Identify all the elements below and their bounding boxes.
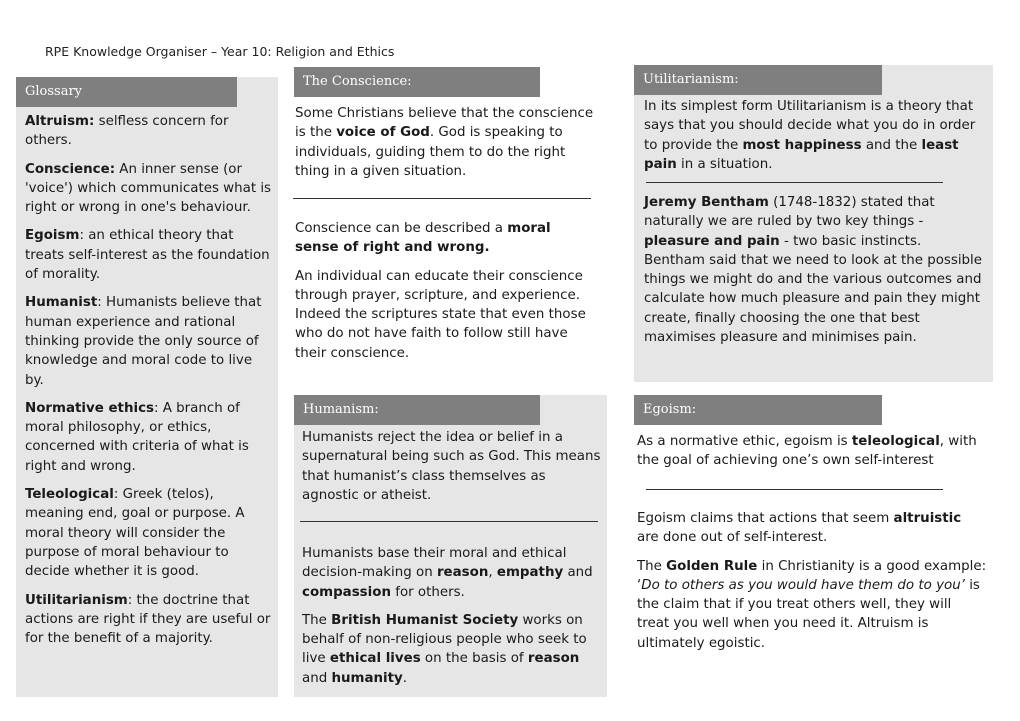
conscience-para-1: Some Christians believe that the conscience is the voice of God. God is speaking to individuals, guiding them to do the right thing in a given situation.	[295, 106, 594, 179]
egoism-para-3: The Golden Rule in Christianity is a good example: ‘Do to others as you would have them do to you’ is the claim that if you treat others well, they will treat you well when you need it. Altruism is ultimately egoistic.	[637, 558, 987, 651]
conscience-body-lower	[295, 219, 595, 372]
humanism-para-3: The British Humanist Society works on behalf of non-religious people who seek to live ethical lives on the basis of reason and humanity.	[302, 612, 587, 686]
glossary-term-altruism: Altruism: selfless concern for others.	[25, 114, 229, 149]
glossary-term-utilitarianism: Utilitarianism: the doctrine that actions are right if they are useful or for the benefit of a majority.	[25, 592, 271, 647]
glossary-term-egoism: Egoism: an ethical theory that treats self-interest as the foundation of morality.	[25, 228, 270, 283]
utilitarianism-heading: Utilitarianism:	[634, 65, 882, 95]
glossary-term-normative-ethics: Normative ethics: A branch of moral philosophy, or ethics, concerned with criteria of what is right and wrong.	[25, 400, 249, 474]
humanism-heading: Humanism:	[294, 395, 540, 425]
conscience-heading: The Conscience:	[294, 67, 540, 97]
utilitarianism-para-1: In its simplest form Utilitarianism is a theory that says that you should decide what you do in order to provide the most happiness and the least pain in a situation.	[644, 99, 976, 172]
utilitarianism-body	[644, 97, 986, 183]
egoism-para-2: Egoism claims that actions that seem altruistic are done out of self-interest.	[637, 511, 962, 546]
egoism-divider	[646, 489, 943, 490]
glossary-term-teleological: Teleological: Greek (telos), meaning end, goal or purpose. A moral theory will consider the purpose of moral behaviour to decide whether it is good.	[25, 487, 245, 580]
humanism-para-1: Humanists reject the idea or belief in a supernatural being such as God. This means that humanist’s class themselves as agnostic or atheist.	[302, 430, 601, 503]
glossary-body	[25, 112, 275, 657]
egoism-body-lower	[637, 509, 987, 662]
utilitarianism-divider	[646, 182, 943, 183]
egoism-body	[637, 432, 987, 480]
egoism-heading: Egoism:	[634, 395, 882, 425]
utilitarianism-para-2: Jeremy Bentham (1748-1832) stated that naturally we are ruled by two key things - pleasure and pain - two basic instincts. Bentham said that we need to look at the possible things we might do and the various outcomes and calculate how much pleasure and pain they might create, finally choosing the one that best maximises pleasure and minimises pain.	[644, 195, 983, 346]
humanism-para-2: Humanists base their moral and ethical decision-making on reason, empathy and compassion for others.	[302, 546, 593, 600]
glossary-term-conscience: Conscience: An inner sense (or 'voice') which communicates what is right or wrong in one's behaviour.	[25, 161, 272, 216]
conscience-body	[295, 104, 595, 190]
glossary-term-humanist: Humanist: Humanists believe that human experience and rational thinking provide the only source of knowledge and moral code to live by.	[25, 295, 262, 388]
conscience-para-2: Conscience can be described a moral sense of right and wrong.	[295, 221, 551, 256]
humanism-body	[302, 428, 602, 514]
document-title: RPE Knowledge Organiser – Year 10: Religion and Ethics	[45, 44, 395, 59]
utilitarianism-body-lower	[644, 193, 986, 356]
humanism-body-lower	[302, 544, 602, 697]
conscience-divider	[293, 198, 591, 199]
egoism-para-1: As a normative ethic, egoism is teleological, with the goal of achieving one’s own self-interest	[637, 434, 977, 469]
glossary-heading: Glossary	[16, 77, 237, 107]
humanism-divider	[300, 521, 598, 522]
conscience-para-3: An individual can educate their conscience through prayer, scripture, and experience. Indeed the scriptures state that even those who do not have faith to follow still have their conscience.	[295, 268, 586, 361]
